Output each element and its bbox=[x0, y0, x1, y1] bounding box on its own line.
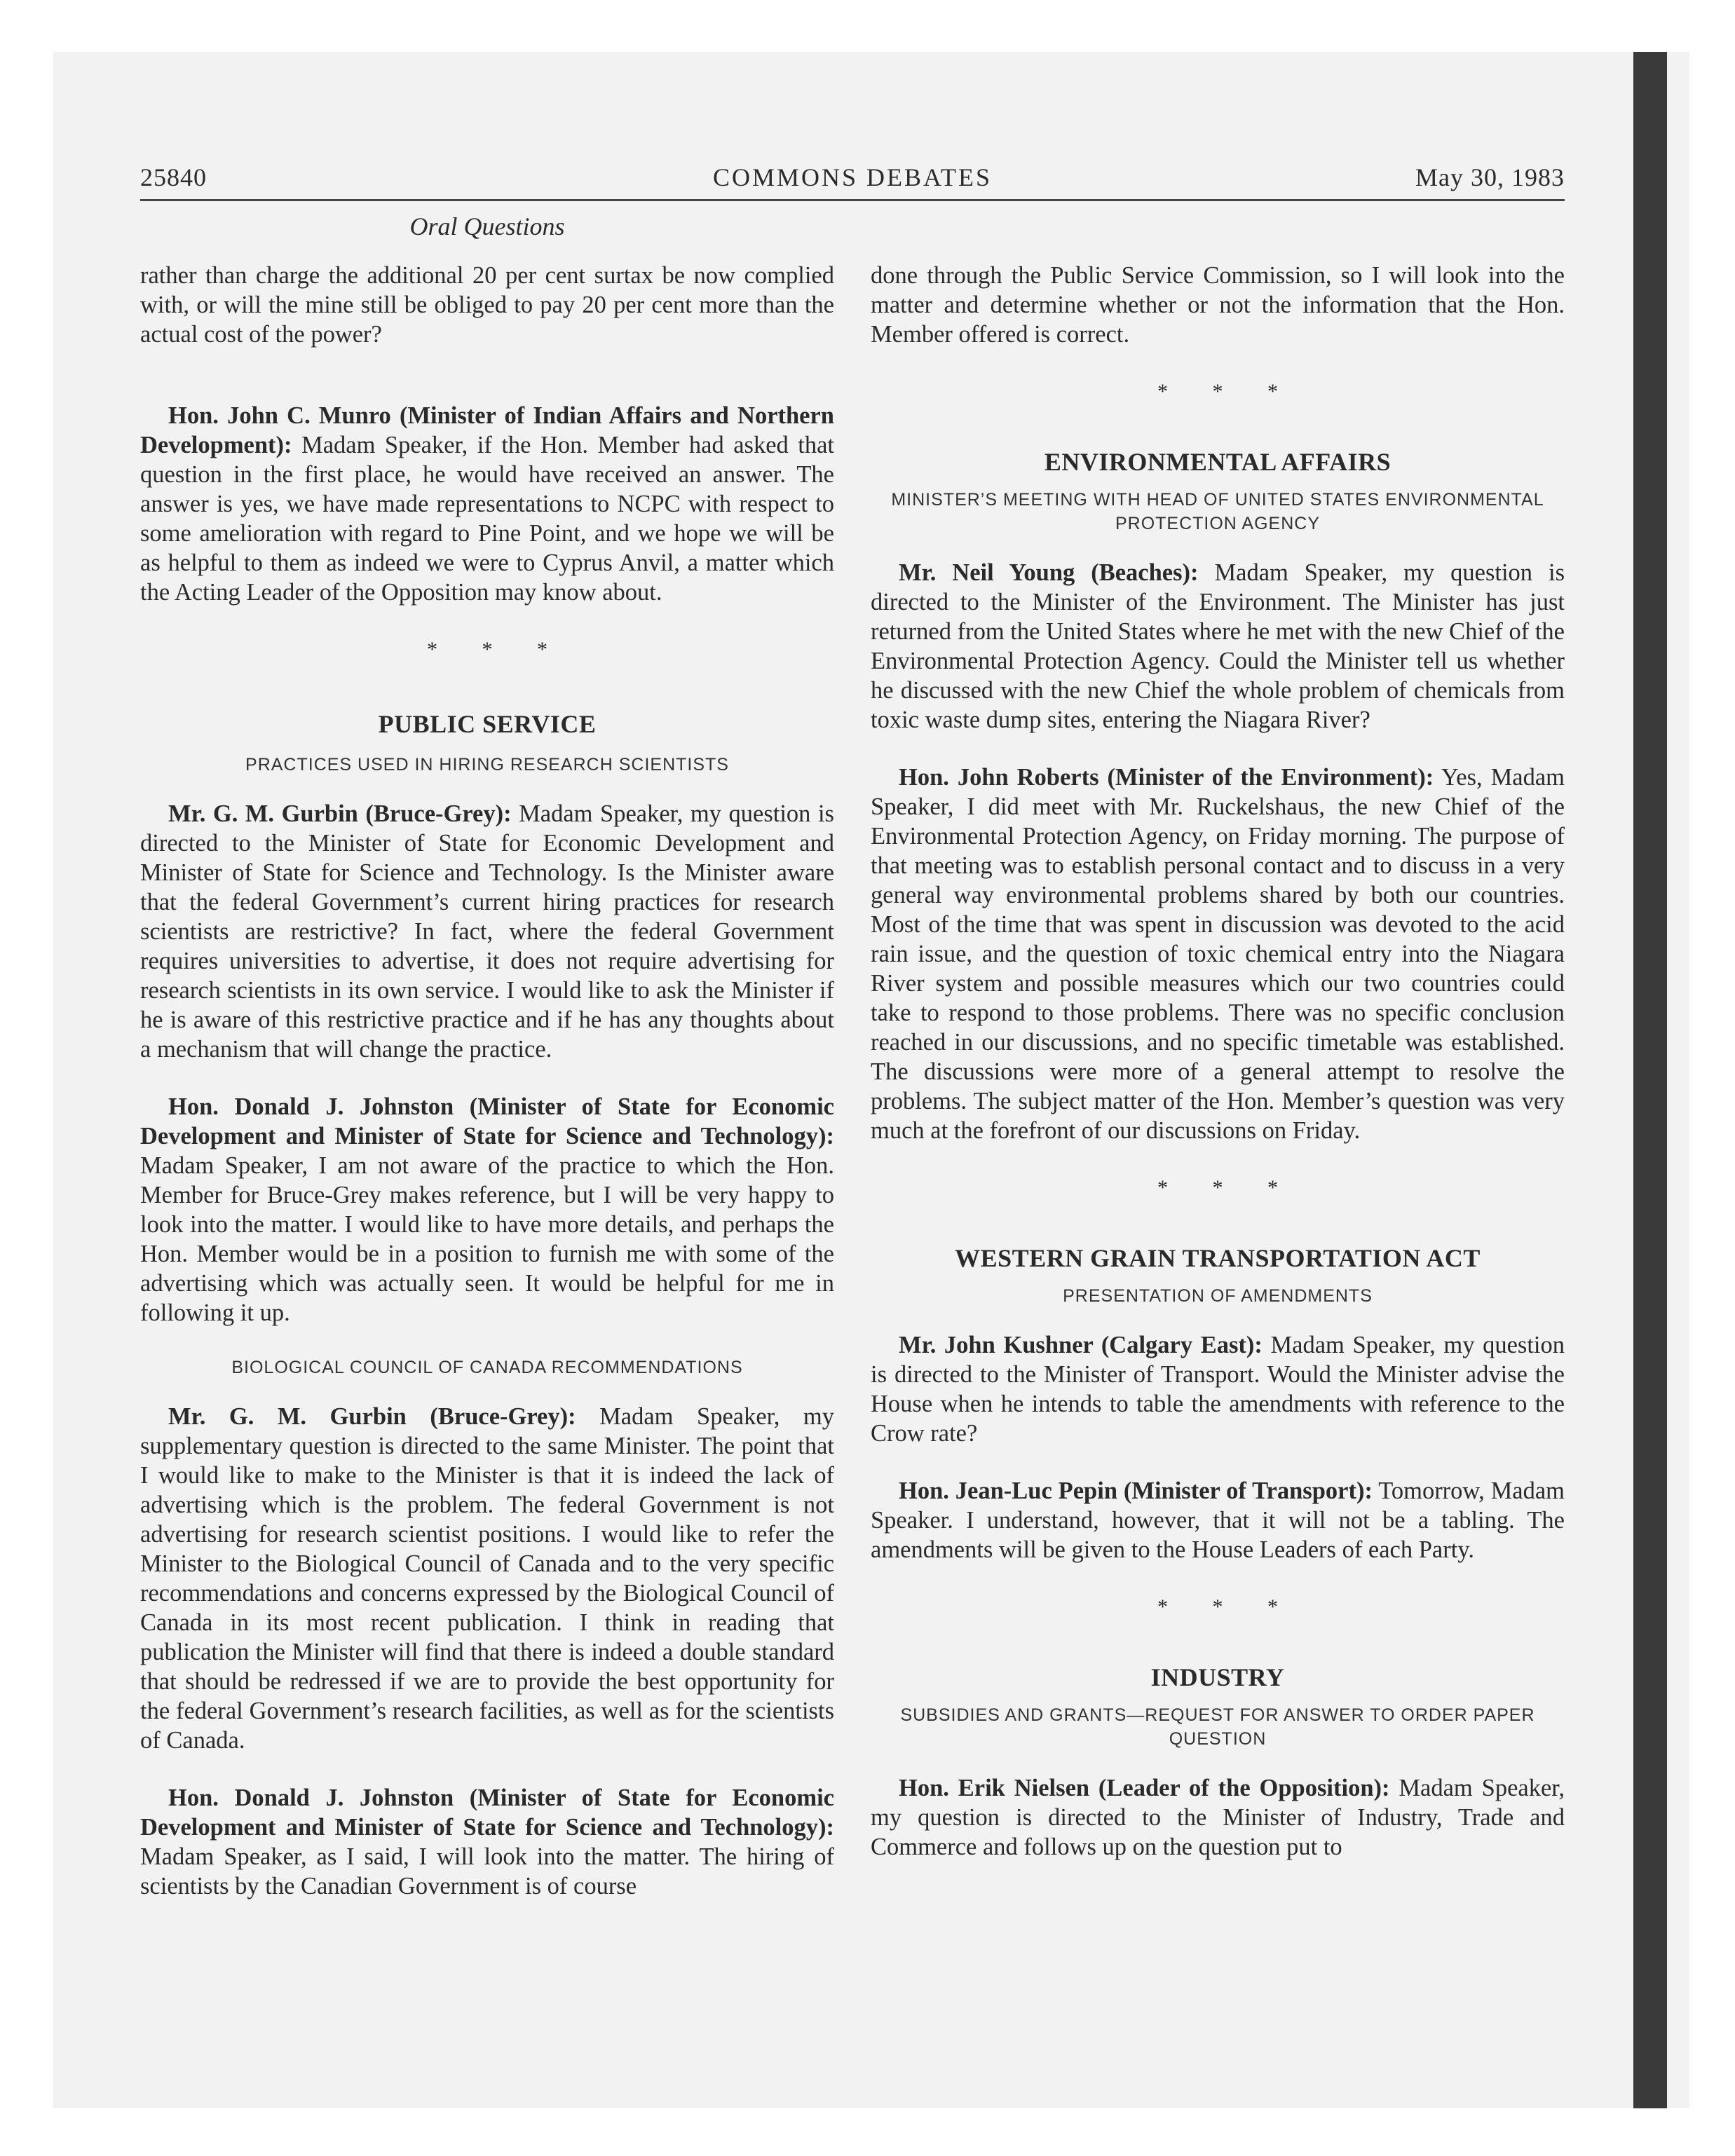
page-number: 25840 bbox=[140, 163, 207, 191]
paragraph bbox=[871, 558, 1565, 735]
section-heading: PUBLIC SERVICE bbox=[378, 710, 597, 738]
section-separator: * * * bbox=[1157, 1176, 1298, 1199]
subheading: MINISTER’S MEETING WITH HEAD OF UNITED STATES ENVIRONMENTAL PROTECTION AGENCY bbox=[891, 490, 1544, 533]
section-heading: INDUSTRY bbox=[1150, 1663, 1285, 1691]
speech-text: Madam Speaker, my question is directed to the Minister of Transport. Would the Minister advise the House when he intends to table the amendments with reference to the Crow rate? bbox=[871, 1332, 1565, 1447]
subheading: PRACTICES USED IN HIRING RESEARCH SCIENTISTS bbox=[245, 755, 729, 775]
paragraph: done through the Public Service Commission, so I will look into the matter and determine whether or not the information that the Hon. Member offered is correct. bbox=[871, 262, 1565, 348]
section-heading: WESTERN GRAIN TRANSPORTATION ACT bbox=[955, 1244, 1481, 1272]
subheading: BIOLOGICAL COUNCIL OF CANADA RECOMMENDATIONS bbox=[231, 1358, 743, 1377]
speaker-name: Mr. Neil Young (Beaches): bbox=[899, 559, 1199, 586]
speaker-name: Hon. Donald J. Johnston (Minister of State for Economic Development and Minister of State for Science and Technology): bbox=[140, 1785, 834, 1841]
publication-title: COMMONS DEBATES bbox=[712, 163, 993, 191]
speech-text: Madam Speaker, as I said, I will look into the matter. The hiring of scientists by the Canadian Government is of course bbox=[140, 1843, 834, 1899]
paragraph bbox=[140, 799, 834, 1064]
speech-text: Madam Speaker, I am not aware of the practice to which the Hon. Member for Bruce-Grey makes reference, but I will be very happy to look into the matter. I would like to have more details, and perhaps the Hon. Member would be in a position to furnish me with some of the advertising which was actually seen. It would be helpful for me in following it up. bbox=[140, 1152, 834, 1326]
speaker-name: Hon. John Roberts (Minister of the Environment): bbox=[899, 764, 1434, 791]
speech-text: Madam Speaker, my supplementary question is directed to the same Minister. The point that I would like to make to the Minister is that it is indeed the lack of advertising which is the problem. The federal Government is not advertising for research scientist positions. I would like to refer the Minister to the Biological Council of Canada and to the very specific recommendations and concerns expressed by the Biological Council of Canada in its most recent publication. I think in reading that publication the Minister will find that there is indeed a double standard that should be redressed if we are to provide the best opportunity for the federal Government’s research facilities, as well as for the scientists of Canada. bbox=[140, 1403, 834, 1754]
paragraph bbox=[871, 1773, 1565, 1862]
paragraph bbox=[871, 763, 1565, 1145]
speaker-name: Hon. John C. Munro (Minister of Indian Affairs and Northern Development): bbox=[140, 402, 834, 458]
paragraph bbox=[140, 1783, 834, 1901]
paragraph bbox=[871, 1476, 1565, 1564]
speaker-name: Mr. G. M. Gurbin (Bruce-Grey): bbox=[168, 1403, 576, 1430]
left-column bbox=[140, 261, 834, 1929]
publication-date: May 30, 1983 bbox=[1415, 163, 1565, 191]
section-separator: * * * bbox=[1157, 1595, 1298, 1618]
subheading: PRESENTATION OF AMENDMENTS bbox=[1063, 1286, 1373, 1306]
speech-text: Madam Speaker, my question is directed to the Minister of State for Economic Development and Minister of State for Science and Technology. Is the Minister aware that the federal Government’s current hiring practices for research scientists are restrictive? In fact, where the federal Government requires universities to advertise, it does not require advertising for research scientists in its own service. I would like to ask the Minister if he is aware of this restrictive practice and if he has any thoughts about a mechanism that will change the practice. bbox=[140, 800, 834, 1063]
page-edge-shadow bbox=[1633, 52, 1667, 2108]
speech-text: Madam Speaker, if the Hon. Member had asked that question in the first place, he would have received an answer. The answer is yes, we have made representations to NCPC with respect to some amelioration with regard to Pine Point, and we hope we will be as helpful to them as indeed we were to Cyprus Anvil, a matter which the Acting Leader of the Opposition may know about. bbox=[140, 432, 834, 606]
paragraph bbox=[140, 1402, 834, 1755]
speaker-name: Mr. John Kushner (Calgary East): bbox=[899, 1332, 1263, 1358]
section-heading: ENVIRONMENTAL AFFAIRS bbox=[1044, 448, 1392, 476]
speech-text: Madam Speaker, my question is directed to the Minister of the Environment. The Minister has just returned from the United States where he met with the new Chief of the Environmental Protection Agency. Could the Minister tell us whether he discussed with the new Chief the whole problem of chemicals from toxic waste dump sites, entering the Niagara River? bbox=[871, 559, 1565, 733]
speaker-name: Hon. Donald J. Johnston (Minister of State for Economic Development and Minister of State for Science and Technology): bbox=[140, 1093, 834, 1149]
right-column bbox=[871, 261, 1565, 1890]
paragraph bbox=[140, 1092, 834, 1328]
speech-text: Yes, Madam Speaker, I did meet with Mr. Ruckelshaus, the new Chief of the Environmental Protection Agency, on Friday morning. The purpose of that meeting was to establish personal contact and to discuss in a very general way environmental problems shared by both our countries. Most of the time that was spent in discussion was devoted to the acid rain issue, and the question of toxic chemical entry into the Niagara River system and possible measures which our two countries could take to respond to those problems. There was no specific conclusion reached in our discussions, and no specific timetable was established. The discussions were more of a general attempt to resolve the problems. The subject matter of the Hon. Member’s question was very much at the forefront of our discussions on Friday. bbox=[871, 764, 1565, 1144]
page-header bbox=[140, 163, 1565, 201]
speaker-name: Mr. G. M. Gurbin (Bruce-Grey): bbox=[168, 800, 512, 827]
section-label: Oral Questions bbox=[409, 212, 565, 240]
paragraph bbox=[871, 1330, 1565, 1448]
paragraph: rather than charge the additional 20 per cent surtax be now complied with, or will the mine still be obliged to pay 20 per cent more than the actual cost of the power? bbox=[140, 262, 834, 348]
section-separator: * * * bbox=[1157, 380, 1298, 403]
subheading: SUBSIDIES AND GRANTS—REQUEST FOR ANSWER TO ORDER PAPER QUESTION bbox=[900, 1705, 1535, 1749]
paragraph bbox=[140, 401, 834, 607]
speaker-name: Hon. Jean-Luc Pepin (Minister of Transport): bbox=[899, 1478, 1373, 1504]
speaker-name: Hon. Erik Nielsen (Leader of the Opposition): bbox=[899, 1775, 1390, 1801]
speech-text: Madam Speaker, my question is directed to the Minister of Industry, Trade and Commerce and follows up on the question put to bbox=[871, 1775, 1565, 1860]
speech-text: Tomorrow, Madam Speaker. I understand, however, that it will not be a tabling. The amendments will be given to the House Leaders of each Party. bbox=[871, 1478, 1565, 1563]
section-separator: * * * bbox=[427, 638, 567, 661]
